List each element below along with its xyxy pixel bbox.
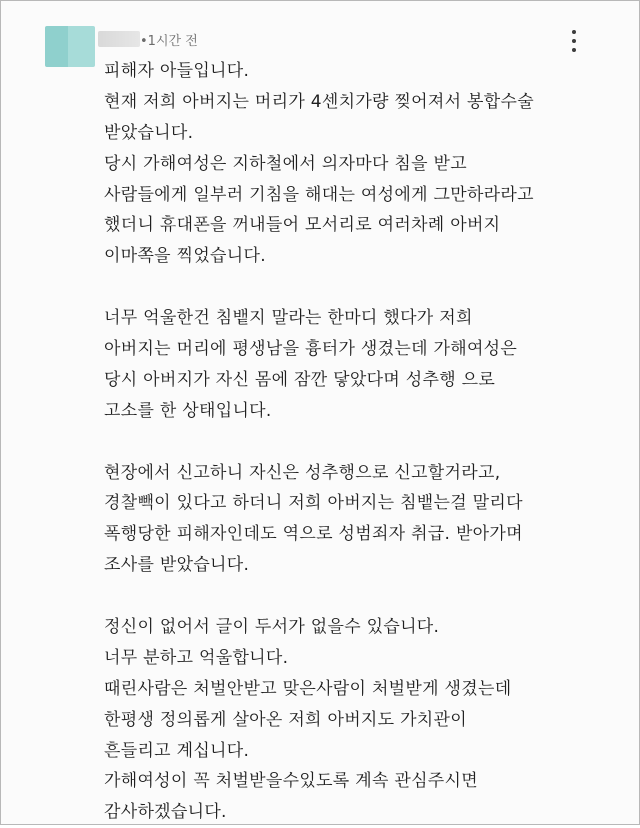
comment-line: 받았습니다. xyxy=(104,122,194,143)
comment-line: 당시 가해여성은 지하철에서 의자마다 침을 받고 xyxy=(104,153,467,174)
comment-line: 고소를 한 상태입니다. xyxy=(104,400,272,421)
comment-line: 폭행당한 피해자인데도 역으로 성범죄자 취급. 받아가며 xyxy=(104,524,523,545)
comment-line: 가해여성이 꼭 처벌받을수있도록 계속 관심주시면 xyxy=(104,771,478,792)
more-dot xyxy=(572,48,576,52)
more-vertical-icon[interactable] xyxy=(567,30,581,52)
paragraph-gap xyxy=(104,581,624,612)
comment-body xyxy=(104,56,624,828)
comment-line: 피해자 아들입니다. xyxy=(104,61,250,81)
comment-line: 한평생 정의롭게 살아온 저희 아버지도 가치관이 xyxy=(104,709,467,730)
comment-meta xyxy=(140,30,198,49)
comment-line: 했더니 휴대폰을 꺼내들어 모서리로 여러차례 아버지 xyxy=(104,215,501,236)
meta-separator: • xyxy=(140,34,148,49)
more-dot xyxy=(572,30,576,34)
comment-line: 조사를 받았습니다. xyxy=(104,555,250,576)
comment-line: 당시 아버지가 자신 몸에 잠깐 닿았다며 성추행 으로 xyxy=(104,369,496,390)
paragraph-gap xyxy=(104,272,624,303)
comment-line: 흔들리고 계십니다. xyxy=(104,740,250,761)
comment-line: 너무 억울한건 침뱉지 말라는 한마디 했다가 저희 xyxy=(104,308,473,329)
comment-line: 너무 분하고 억울합니다. xyxy=(104,647,289,668)
username-redacted[interactable] xyxy=(98,31,140,47)
comment-line: 이마쪽을 찍었습니다. xyxy=(104,246,266,267)
comment-line: 아버지는 머리에 평생남을 흉터가 생겼는데 가해여성은 xyxy=(104,339,518,360)
comment-line: 사람들에게 일부러 기침을 해대는 여성에게 그만하라라고 xyxy=(104,184,534,205)
paragraph-gap xyxy=(104,427,624,458)
comment-line: 현재 저희 아버지는 머리가 4센치가량 찢어져서 봉합수술 xyxy=(104,91,534,112)
more-dot xyxy=(572,39,576,43)
comment-line: 정신이 없어서 글이 두서가 없을수 있습니다. xyxy=(104,617,440,638)
comment-line: 때린사람은 처벌안받고 맞은사람이 처벌받게 생겼는데 xyxy=(104,678,512,699)
avatar[interactable] xyxy=(45,26,95,67)
comment-line: 감사하겠습니다. xyxy=(104,802,227,823)
comment-line: 경찰빽이 있다고 하더니 저희 아버지는 침뱉는걸 말리다 xyxy=(104,493,523,514)
comment-timestamp: 1시간 전 xyxy=(147,34,198,49)
comment-line: 현장에서 신고하니 자신은 성추행으로 신고할거라고, xyxy=(104,462,501,483)
